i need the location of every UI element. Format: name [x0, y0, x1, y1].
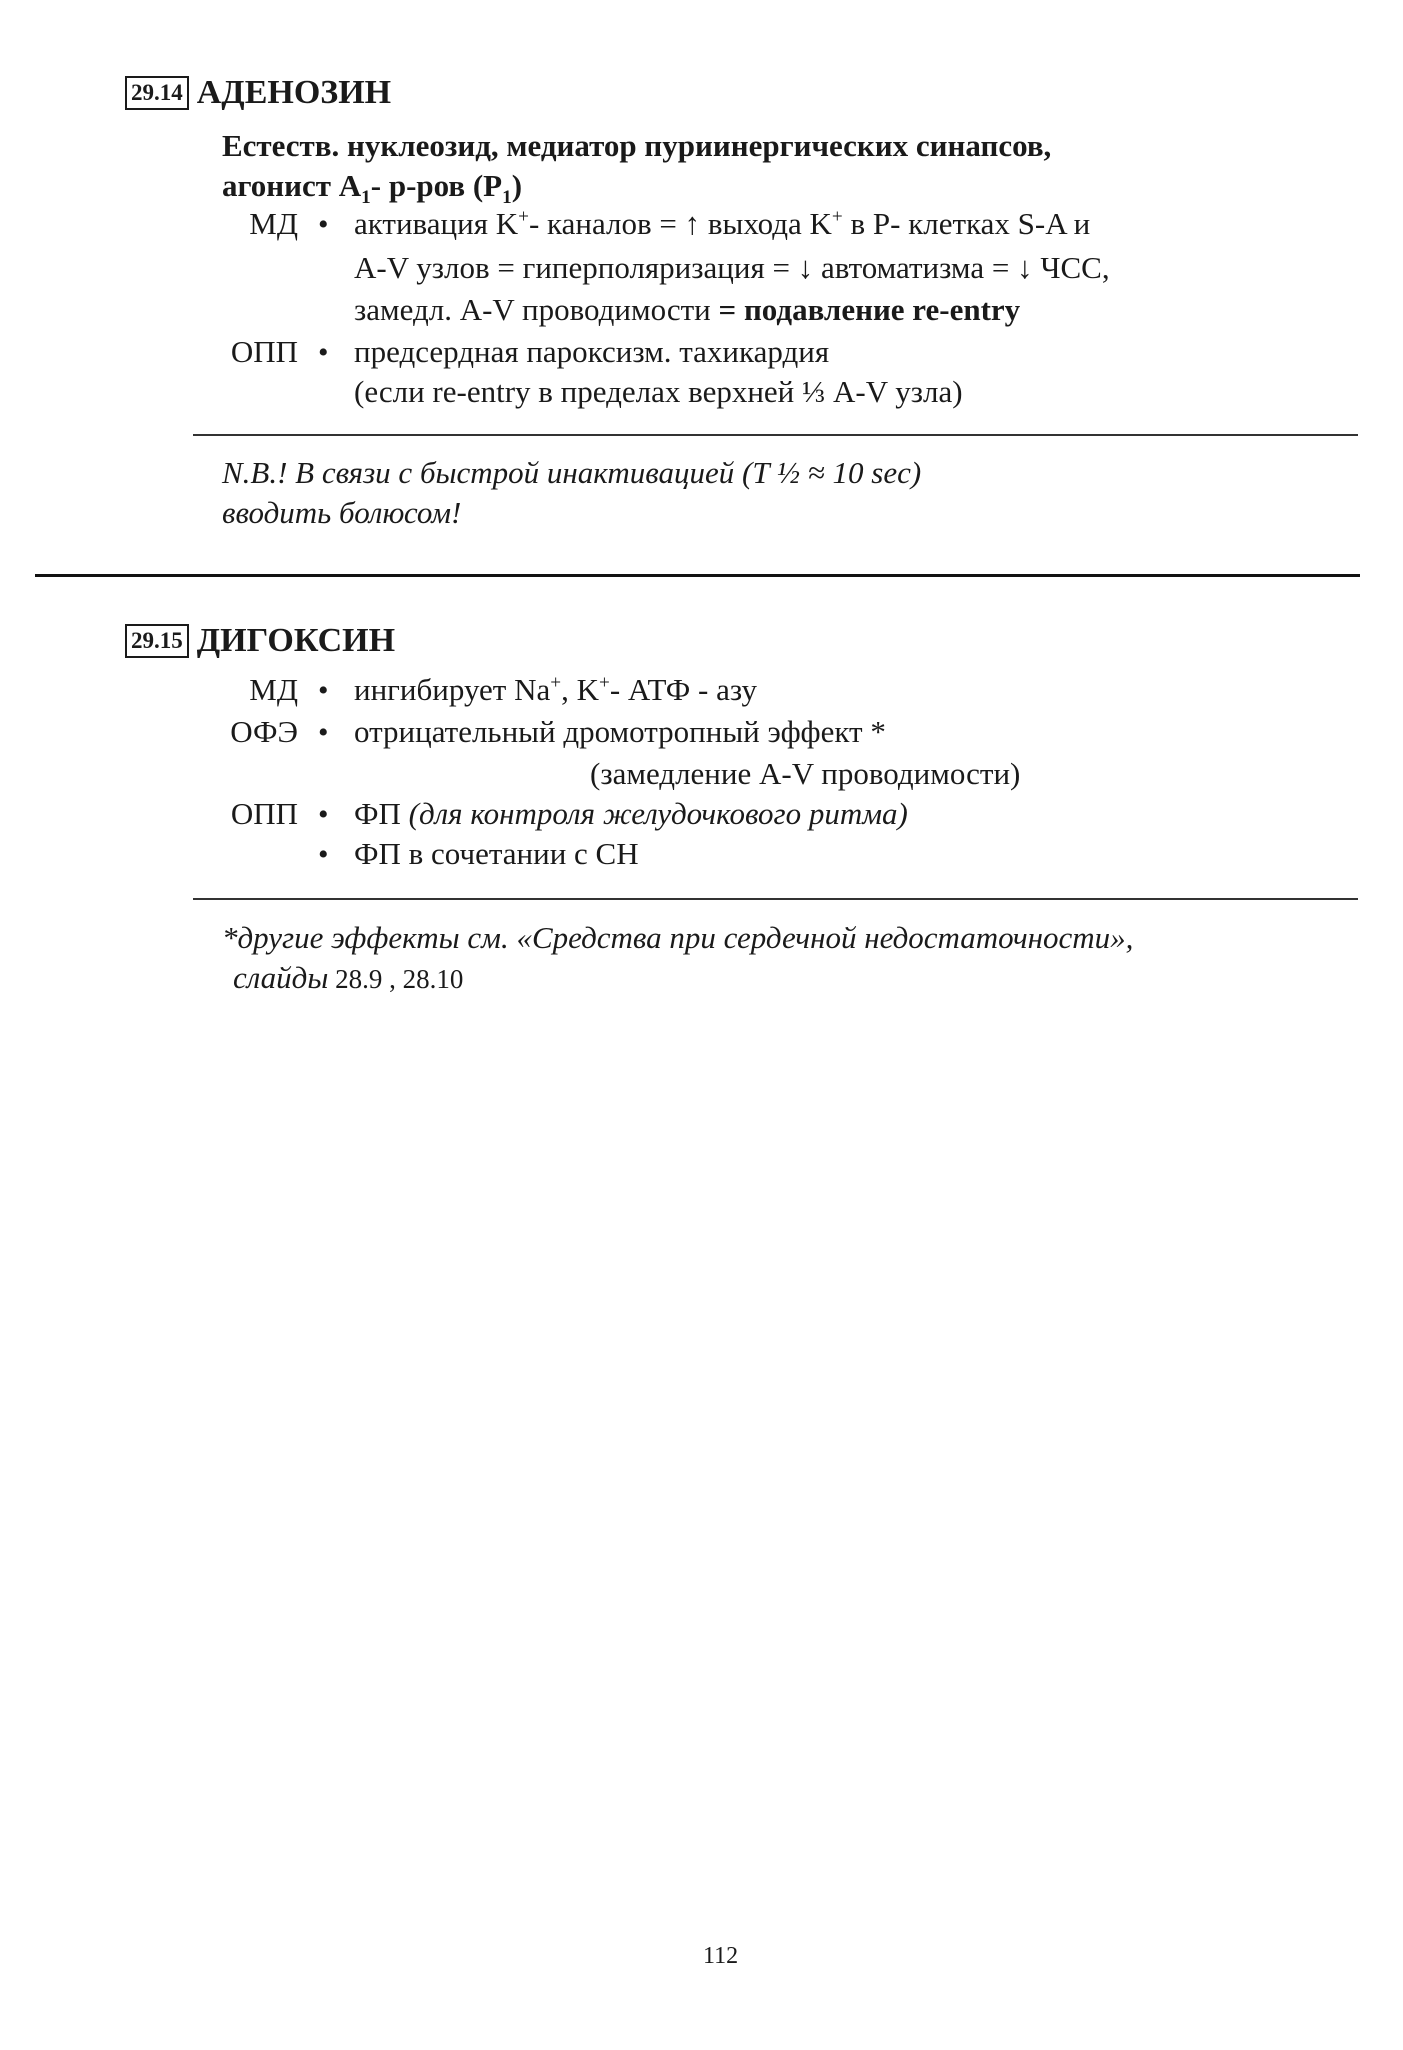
note-line: вводить болюсом!: [222, 495, 462, 530]
opp-text-line: ФП в сочетании с СН: [354, 836, 639, 871]
opp-label: ОПП: [230, 796, 298, 831]
bullet: •: [318, 208, 329, 241]
bullet: •: [318, 838, 329, 871]
md-label: МД: [249, 672, 298, 707]
section-divider: [35, 574, 1360, 577]
md-text-line: замедл. A-V проводимости = подавление re-entry: [354, 292, 1021, 327]
opp-text-line: предсердная пароксизм. тахикардия: [354, 334, 830, 369]
page-number: 112: [703, 1943, 739, 1969]
ofe-text-line: (замедление A-V проводимости): [590, 756, 1021, 791]
divider: [193, 898, 1358, 900]
footnote-line: слайды 28.9 , 28.10: [233, 960, 464, 995]
section-number: 29.14: [125, 76, 189, 110]
intro-line: Естеств. нуклеозид, медиатор пуриинергических синапсов,: [222, 128, 1052, 163]
md-label: МД: [249, 206, 298, 241]
note-line: N.B.! В связи с быстрой инактивацией (T ½ ≈ 10 sec): [222, 455, 922, 490]
md-text-line: ингибирует Na+, K+- АТФ - азу: [354, 672, 757, 707]
opp-text-line: ФП (для контроля желудочкового ритма): [354, 796, 908, 831]
opp-text-line: (если re-entry в пределах верхней ⅓ A-V узла): [354, 374, 963, 409]
bullet: •: [318, 716, 329, 749]
ofe-text-line: отрицательный дромотропный эффект *: [354, 714, 886, 749]
intro-line: агонист $A_1-$ р-ров $(P_1)$: [222, 168, 523, 209]
section-number: 29.15: [125, 624, 189, 658]
ofe-label: ОФЭ: [230, 714, 298, 749]
section-header-adenosine: [125, 74, 391, 112]
opp-label: ОПП: [230, 334, 298, 369]
footnote-line: *другие эффекты см. «Средства при сердечной недостаточности»,: [222, 920, 1134, 955]
section-title: ДИГОКСИН: [196, 622, 396, 659]
section-header-digoxin: [125, 622, 395, 660]
bullet: •: [318, 674, 329, 707]
bullet: •: [318, 336, 329, 369]
bullet: •: [318, 798, 329, 831]
divider: [193, 434, 1358, 436]
md-text-line: A-V узлов = гиперполяризация = ↓ автоматизма = ↓ ЧСС,: [354, 250, 1110, 285]
md-text-line: активация K+- каналов = ↑ выхода K+ в P- клетках S-A и: [354, 206, 1091, 241]
section-title: АДЕНОЗИН: [196, 74, 392, 111]
